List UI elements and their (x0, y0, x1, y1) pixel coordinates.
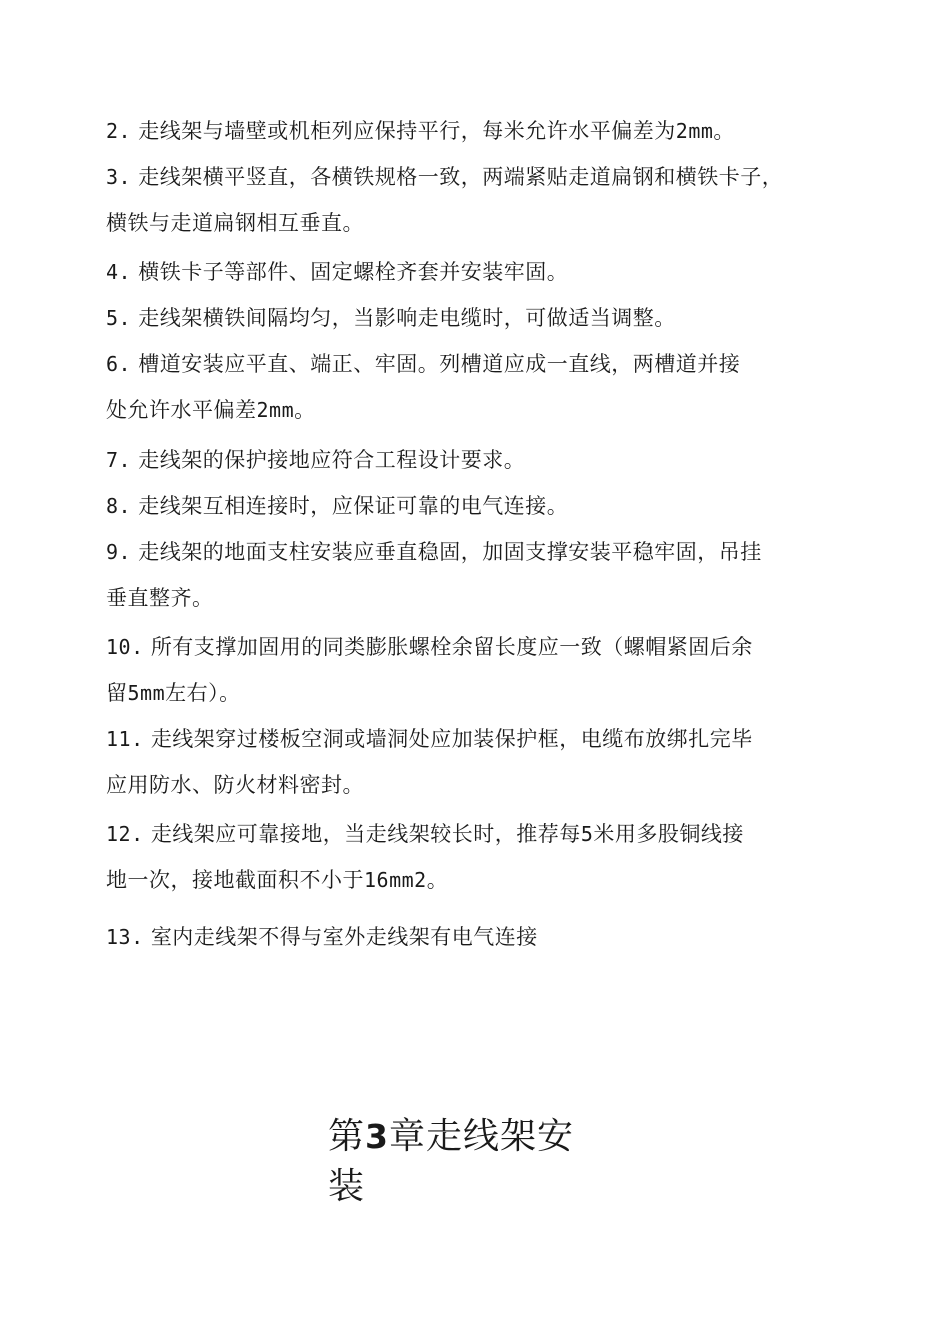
list-item-9: 9. 走线架的地面支柱安装应垂直稳固，加固支撑安装平稳牢固，吊挂 垂直整齐。 (106, 540, 762, 610)
list-item-10: 10. 所有支撑加固用的同类膨胀螺栓余留长度应一致（螺帽紧固后余 留5mm左右）。 (106, 635, 753, 705)
chapter-heading: 第3章走线架安 装 (328, 1116, 574, 1207)
list-item-4: 4. 横铁卡子等部件、固定螺栓齐套并安装牢固。 (106, 260, 569, 284)
list-item-5: 5. 走线架横铁间隔均匀，当影响走电缆时，可做适当调整。 (106, 306, 676, 330)
list-item-8: 8. 走线架互相连接时，应保证可靠的电气连接。 (106, 494, 569, 518)
list-item-3: 3. 走线架横平竖直，各横铁规格一致，两端紧贴走道扁钢和横铁卡子， 横铁与走道扁钢相互垂直。 (106, 165, 784, 235)
list-item-2: 2. 走线架与墙壁或机柜列应保持平行，每米允许水平偏差为2mm。 (106, 119, 735, 143)
list-item-12: 12. 走线架应可靠接地，当走线架较长时，推荐每5米用多股铜线接 地一次，接地截面积不小于16mm2。 (106, 822, 744, 892)
list-item-7: 7. 走线架的保护接地应符合工程设计要求。 (106, 448, 526, 472)
list-item-11: 11. 走线架穿过楼板空洞或墙洞处应加装保护框，电缆布放绑扎完毕 应用防水、防火材料密封。 (106, 727, 753, 797)
list-item-6: 6. 槽道安装应平直、端正、牢固。列槽道应成一直线，两槽道并接 处允许水平偏差2mm。 (106, 352, 741, 422)
list-item-13: 13. 室内走线架不得与室外走线架有电气连接 (106, 925, 538, 949)
